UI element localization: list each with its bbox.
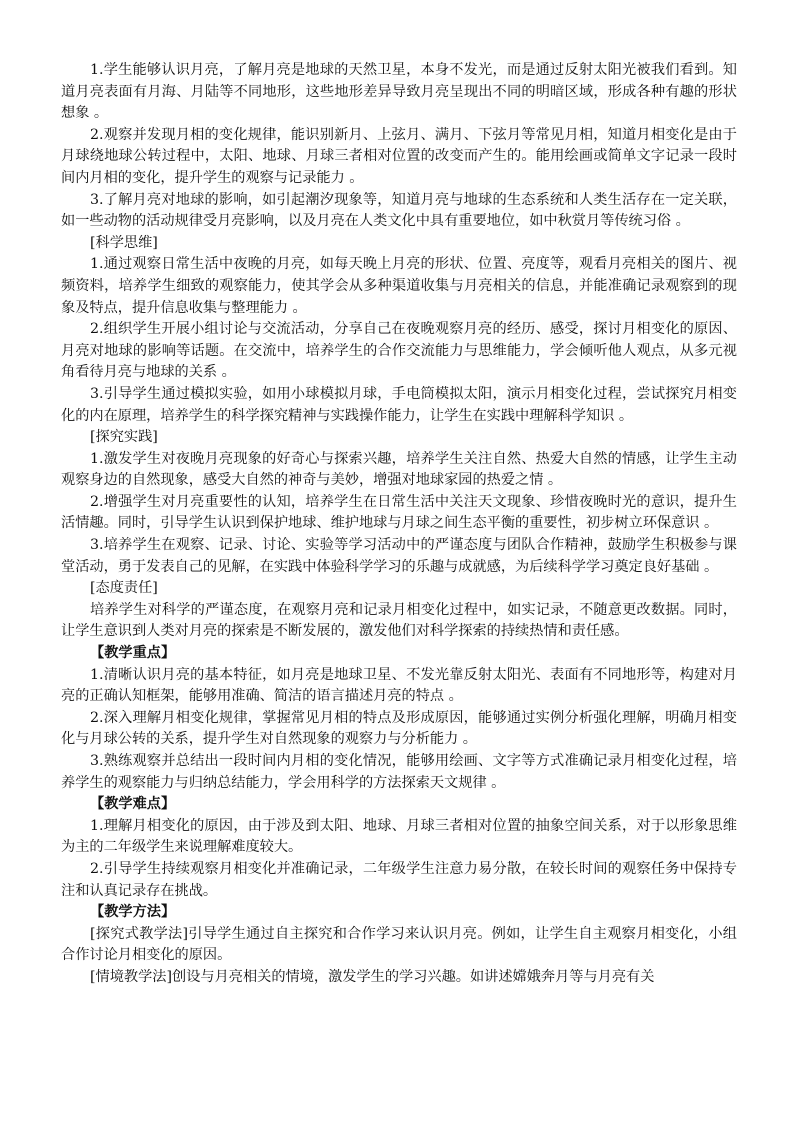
paragraph: 3.引导学生通过模拟实验，如用小球模拟月球，手电筒模拟太阳，演示月相变化过程，尝试探究月相变化的内在原理，培养学生的科学探究精神与实践操作能力，让学生在实践中理解科学知识 。 <box>61 385 737 424</box>
paragraph: 2.观察并发现月相的变化规律，能识别新月、上弦月、满月、下弦月等常见月相，知道月相变化是由于月球绕地球公转过程中，太阳、地球、月球三者相对位置的改变而产生的。能用绘画或简单文字记录一段时间内月相的变化，提升学生的观察与记录能力 。 <box>61 126 737 186</box>
section-heading: [探究实践] <box>90 429 158 446</box>
paragraph: [情境教学法]创设与月亮相关的情境，激发学生的学习兴趣。如讲述嫦娥奔月等与月亮有关 <box>90 968 655 985</box>
paragraph: 2.增强学生对月亮重要性的认知，培养学生在日常生活中关注天文现象、珍惜夜晚时光的意识，提升生活情趣。同时，引导学生认识到保护地球、维护地球与月球之间生态平衡的重要性，初步树立环保意识 。 <box>61 493 737 532</box>
paragraph: [探究式教学法]引导学生通过自主探究和合作学习来认识月亮。例如，让学生自主观察月相变化，小组合作讨论月相变化的原因。 <box>61 925 737 964</box>
paragraph: 2.引导学生持续观察月相变化并准确记录，二年级学生注意力易分散，在较长时间的观察任务中保持专注和认真记录存在挑战。 <box>61 860 737 899</box>
paragraph: 2.深入理解月相变化规律，掌握常见月相的特点及形成原因，能够通过实例分析强化理解，明确月相变化与月球公转的关系，提升学生对自然现象的观察力与分析能力 。 <box>61 709 737 748</box>
paragraph: 3.了解月亮对地球的影响，如引起潮汐现象等，知道月亮与地球的生态系统和人类生活存在一定关联，如一些动物的活动规律受月亮影响，以及月亮在人类文化中具有重要地位，如中秋赏月等传统习俗 。 <box>61 191 737 230</box>
document-body <box>61 60 737 989</box>
paragraph: 1.清晰认识月亮的基本特征，如月亮是地球卫星、不发光靠反射太阳光、表面有不同地形等，构建对月亮的正确认知框架，能够用准确、简洁的语言描述月亮的特点 。 <box>61 666 737 705</box>
paragraph: 3.培养学生在观察、记录、讨论、实验等学习活动中的严谨态度与团队合作精神，鼓励学生积极参与课堂活动，勇于发表自己的见解，在实践中体验科学学习的乐趣与成就感，为后续科学学习奠定良好基础 。 <box>61 537 737 575</box>
paragraph: 1.激发学生对夜晚月亮现象的好奇心与探索兴趣，培养学生关注自然、热爱大自然的情感，让学生主动观察身边的自然现象，感受大自然的神奇与美妙，增强对地球家园的热爱之情 。 <box>61 450 737 489</box>
paragraph: 2.组织学生开展小组讨论与交流活动，分享自己在夜晚观察月亮的经历、感受，探讨月相变化的原因、月亮对地球的影响等话题。在交流中，培养学生的合作交流能力与思维能力，学会倾听他人观点，从多元视角看待月亮与地球的关系 。 <box>61 321 737 381</box>
paragraph: 1.学生能够认识月亮，了解月亮是地球的天然卫星，本身不发光，而是通过反射太阳光被我们看到。知道月亮表面有月海、月陆等不同地形，这些地形差异导致月亮呈现出不同的明暗区域，形成各种有趣的形状想象 。 <box>61 62 737 122</box>
section-heading: 【教学难点】 <box>90 796 176 813</box>
paragraph: 1.通过观察日常生活中夜晚的月亮，如每天晚上月亮的形状、位置、亮度等，观看月亮相关的图片、视频资料，培养学生细致的观察能力，使其学会从多种渠道收集与月亮相关的信息，并能准确记录观察到的现象及特点，提升信息收集与整理能力 。 <box>61 256 737 316</box>
paragraph: 3.熟练观察并总结出一段时间内月相的变化情况，能够用绘画、文字等方式准确记录月相变化过程，培养学生的观察能力与归纳总结能力，学会用科学的方法探索天文规律 。 <box>61 753 737 791</box>
paragraph: 1.理解月相变化的原因，由于涉及到太阳、地球、月球三者相对位置的抽象空间关系，对于以形象思维为主的二年级学生来说理解难度较大。 <box>61 817 737 856</box>
section-heading: [态度责任] <box>90 580 158 597</box>
section-heading: 【教学重点】 <box>90 645 176 662</box>
section-heading: [科学思维] <box>90 234 158 251</box>
paragraph: 培养学生对科学的严谨态度，在观察月亮和记录月相变化过程中，如实记录，不随意更改数据。同时，让学生意识到人类对月亮的探索是不断发展的，激发他们对科学探索的持续热情和责任感。 <box>61 601 737 640</box>
section-heading: 【教学方法】 <box>90 904 176 921</box>
